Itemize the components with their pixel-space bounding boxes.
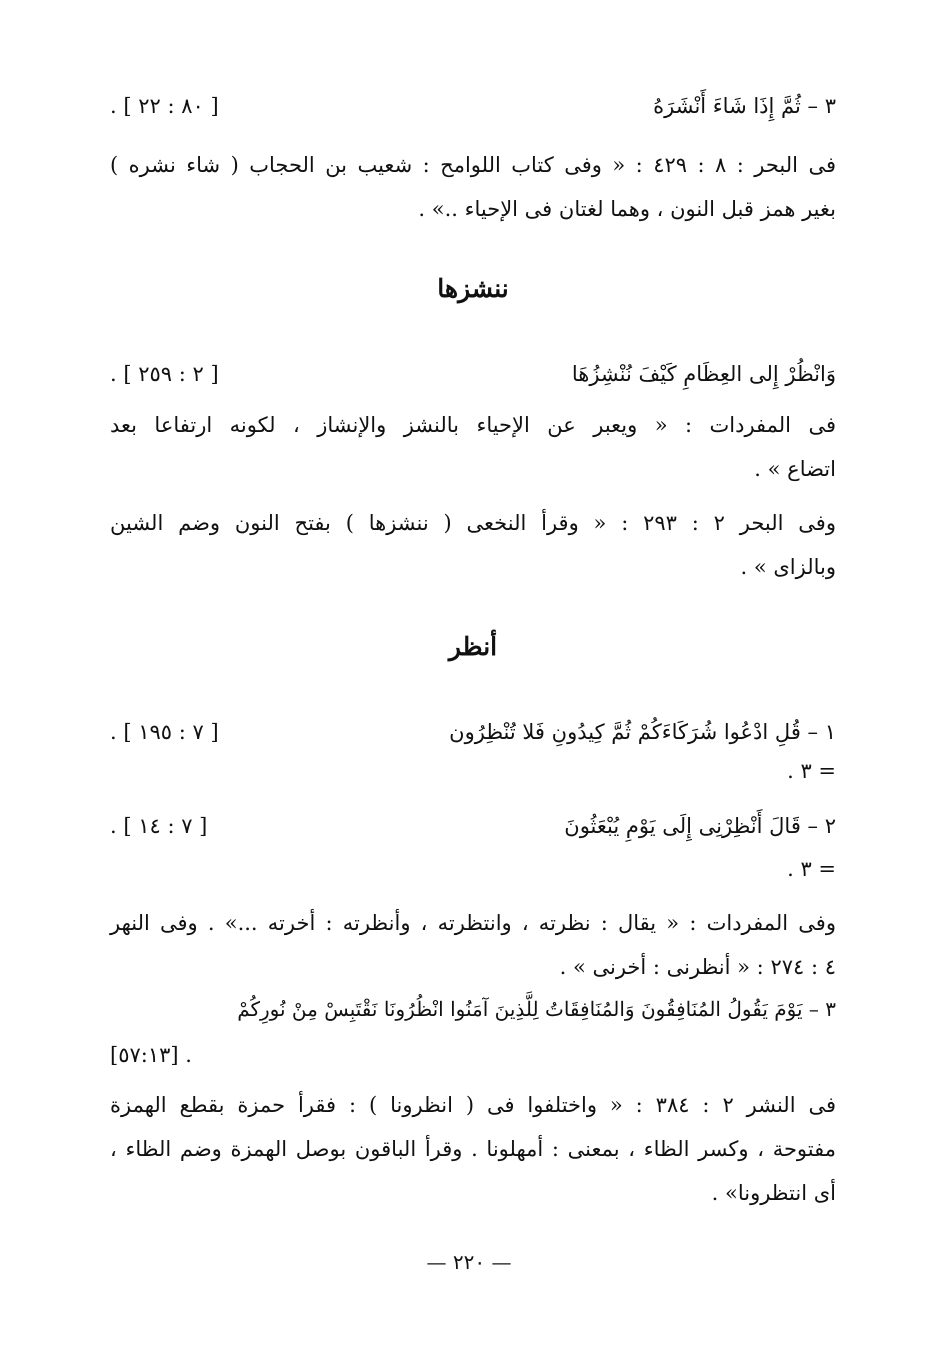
text-line: بغير همز قبل النون ، وهما لغتان فى الإحياء ..» . (418, 197, 836, 221)
verse-row (110, 90, 836, 122)
text-line: اتضاع » . (754, 457, 836, 481)
text-line: مفتوحة ، وكسر الظاء ، بمعنى : أمهلونا . وقرأ الباقون بوصل الهمزة وضم الظاء ، (110, 1137, 836, 1161)
text-line: وفى البحر ٢ : ٢٩٣ : « وقرأ النخعى ( ننشزها ) بفتح النون وضم الشين (110, 511, 836, 535)
verse-row (110, 358, 836, 390)
text-line: فى المفردات : « ويعبر عن الإحياء بالنشز والإنشاز ، لكونه ارتفاعا بعد (110, 413, 836, 437)
text-line: وبالزاى » . (740, 555, 836, 579)
verse-row (110, 716, 836, 748)
quran-verse: ٢ – قَالَ أَنْظِرْنِى إِلَى يَوْمِ يُبْعَثُونَ (564, 814, 836, 838)
page-number: — ٢٢٠ — (426, 1250, 512, 1274)
verse-reference: [ ٨٠ : ٢٢ ] . (110, 94, 219, 118)
verse-row (110, 810, 836, 842)
quran-verse: ٣ – يَوْمَ يَقُولُ المُنَافِقُونَ وَالمُنَافِقَاتُ لِلَّذِينَ آمَنُوا انْظُرُونَا نَقْتَبِسْ مِنْ نُورِكُمْ (237, 997, 836, 1021)
verse-reference: [ ٧ : ١٩٥ ] . (110, 720, 219, 744)
quran-verse: ١ – قُلِ ادْعُوا شُرَكَاءَكُمْ ثُمَّ كِيدُونِ فَلا تُنْظِرُون (449, 720, 836, 744)
verse-note: = ٣ . (787, 759, 836, 783)
section-heading: ننشزها (437, 274, 509, 303)
text-line: أى انتظرونا» . (711, 1181, 836, 1205)
text-line: فى النشر ٢ : ٣٨٤ : « واختلفوا فى ( انظرونا ) : فقرأ حمزة بقطع الهمزة (110, 1093, 836, 1117)
verse-reference: [ ٢ : ٢٥٩ ] . (110, 362, 219, 386)
quran-verse: وَانْظُرْ إِلى العِظَامِ كَيْفَ نُنْشِزُهَا (571, 362, 836, 386)
section-heading: أنظر (448, 632, 498, 661)
quran-verse: ٣ – ثُمَّ إِذَا شَاءَ أَنْشَرَهُ (653, 94, 836, 118)
verse-note: = ٣ . (787, 857, 836, 881)
verse-reference: [٥٧:١٣] . (110, 1043, 192, 1067)
text-line: وفى المفردات : « يقال : نظرته ، وانتظرته ، وأنظرته : أخرته ...» . وفى النهر (110, 911, 836, 935)
text-line: ٤ : ٢٧٤ : « أنظرنى : أخرنى » . (559, 955, 836, 979)
verse-reference: [ ٧ : ١٤ ] . (110, 814, 208, 838)
text-line: فى البحر : ٨ : ٤٢٩ : « وفى كتاب اللوامح : شعيب بن الحجاب ( شاء نشره ) (110, 153, 836, 177)
